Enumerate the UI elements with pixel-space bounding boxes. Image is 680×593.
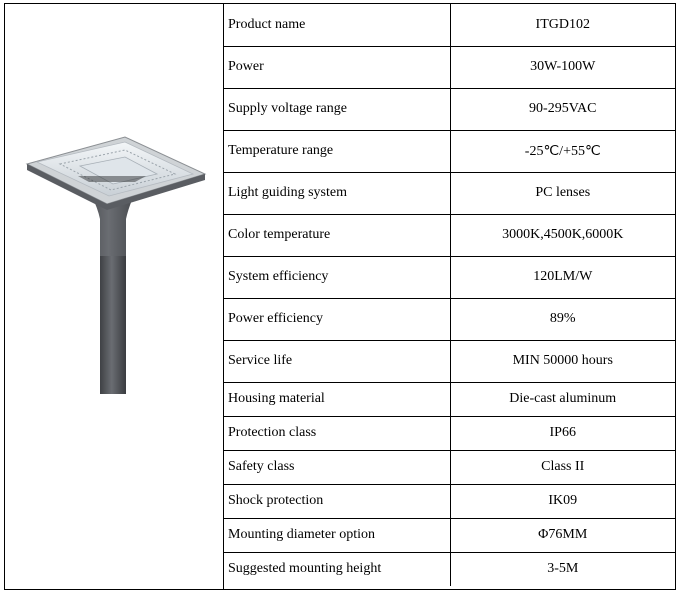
spec-value: 90-295VAC bbox=[450, 88, 675, 130]
spec-label: Housing material bbox=[224, 382, 450, 416]
street-lamp-icon bbox=[5, 4, 224, 589]
spec-label: Protection class bbox=[224, 416, 450, 450]
spec-sheet bbox=[4, 3, 676, 590]
spec-label: Shock protection bbox=[224, 484, 450, 518]
spec-row bbox=[224, 88, 675, 130]
spec-label: Light guiding system bbox=[224, 172, 450, 214]
spec-row bbox=[224, 450, 675, 484]
spec-value: 89% bbox=[450, 298, 675, 340]
spec-value: ITGD102 bbox=[450, 4, 675, 46]
spec-value: Φ76MM bbox=[450, 518, 675, 552]
spec-row bbox=[224, 340, 675, 382]
spec-label: Mounting diameter option bbox=[224, 518, 450, 552]
spec-row bbox=[224, 4, 675, 46]
spec-label: Service life bbox=[224, 340, 450, 382]
spec-value: MIN 50000 hours bbox=[450, 340, 675, 382]
spec-row bbox=[224, 172, 675, 214]
spec-label: Suggested mounting height bbox=[224, 552, 450, 586]
spec-row bbox=[224, 552, 675, 586]
spec-row bbox=[224, 382, 675, 416]
spec-value: 3-5M bbox=[547, 561, 579, 577]
product-image-cell bbox=[5, 4, 224, 589]
spec-row bbox=[224, 130, 675, 172]
spec-label: Product name bbox=[224, 4, 450, 46]
spec-table bbox=[224, 4, 675, 586]
spec-row bbox=[224, 46, 675, 88]
spec-value: PC lenses bbox=[450, 172, 675, 214]
spec-row bbox=[224, 518, 675, 552]
spec-label: Color temperature bbox=[224, 214, 450, 256]
spec-label: System efficiency bbox=[224, 256, 450, 298]
spec-label: Temperature range bbox=[224, 130, 450, 172]
spec-row bbox=[224, 256, 675, 298]
spec-value: Die-cast aluminum bbox=[450, 382, 675, 416]
spec-label: Supply voltage range bbox=[224, 88, 450, 130]
spec-label: Power efficiency bbox=[224, 298, 450, 340]
spec-label: Power bbox=[224, 46, 450, 88]
spec-row bbox=[224, 214, 675, 256]
spec-label: Safety class bbox=[224, 450, 450, 484]
spec-value: Class II bbox=[450, 450, 675, 484]
spec-row bbox=[224, 484, 675, 518]
spec-row bbox=[224, 298, 675, 340]
spec-value: 120LM/W bbox=[450, 256, 675, 298]
spec-row bbox=[224, 416, 675, 450]
spec-value: -25℃/+55℃ bbox=[450, 130, 675, 172]
spec-value: 3000K,4500K,6000K bbox=[450, 214, 675, 256]
spec-value: 30W-100W bbox=[450, 46, 675, 88]
spec-value: IK09 bbox=[450, 484, 675, 518]
spec-value: IP66 bbox=[450, 416, 675, 450]
